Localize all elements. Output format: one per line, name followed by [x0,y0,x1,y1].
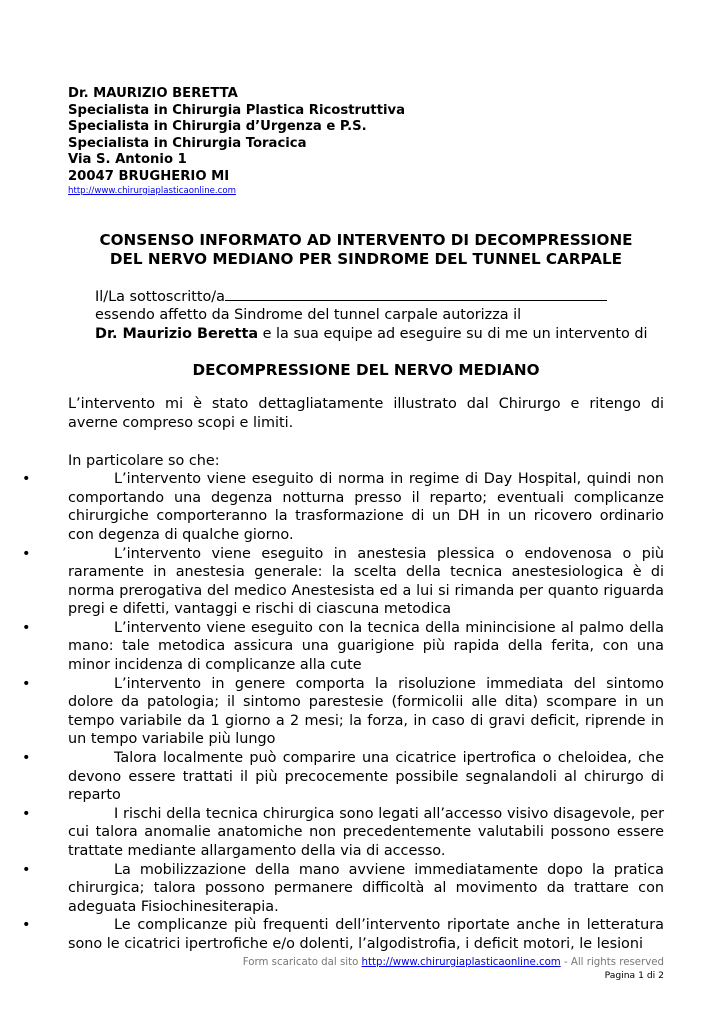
list-item [22,805,664,861]
authorized-doctor: Dr. Maurizio Beretta [95,325,259,342]
specialty-2: Specialista in Chirurgia d’Urgenza e P.S. [68,119,367,135]
condition-statement: essendo affetto da Sindrome del tunnel carpale autorizza il [95,307,522,324]
list-item [22,675,664,749]
letterhead [68,86,664,186]
bullet-icon: • [22,675,31,692]
list-item [22,749,664,805]
document-title [68,231,664,270]
city-address: 20047 BRUGHERIO MI [68,168,230,184]
list-item [22,861,664,917]
authorization-text: e la sua equipe ad eseguire su di me un intervento di [258,325,648,342]
list-intro: In particolare so che: [68,452,220,469]
list-item-text: L’intervento viene eseguito di norma in regime di Day Hospital, quindi non comportando una degenza notturna presso il reparto; eventuali complicanze chirurgiche comporteranno la trasformazione di un DH in un ricovero ordinario con degenza di qualche giorno. [68,471,664,543]
footer-prefix: Form scaricato dal sito [242,957,362,968]
footer-suffix: - All rights reserved [560,957,664,968]
website-link[interactable]: http://www.chirurgiaplasticaonline.com [68,185,237,196]
document-page [22,86,664,954]
information-list [22,470,664,953]
specialty-1: Specialista in Chirurgia Plastica Ricostruttiva [68,102,406,118]
bullet-icon: • [22,805,31,822]
list-item [22,470,664,544]
bullet-icon: • [22,545,31,562]
intro-paragraph: L’intervento mi è stato dettagliatamente illustrato dal Chirurgo e ritengo di averne compreso scopi e limiti. [68,396,664,431]
list-item-text: Talora localmente può comparire una cicatrice ipertrofica o cheloidea, che devono essere trattati il più precocemente possibile segnalandoli al chirurgo di reparto [68,750,664,804]
footer-link[interactable]: http://www.chirurgiaplasticaonline.com [361,957,561,968]
signature-block [95,285,664,344]
procedure-title: DECOMPRESSIONE DEL NERVO MEDIANO [192,361,540,380]
signatory-name-line[interactable] [225,285,607,301]
list-item-text: I rischi della tecnica chirurgica sono legati all’accesso visivo disagevole, per cui talora anomalie anatomiche non precedentemente valutabili possono essere trattate mediante allargamento della via di accesso. [68,805,664,859]
bullet-icon: • [22,861,31,878]
list-item [22,916,664,953]
doctor-name: Dr. MAURIZIO BERETTA [68,86,238,101]
title-line-1: CONSENSO INFORMATO AD INTERVENTO DI DECOMPRESSIONE [99,230,633,249]
bullet-icon: • [22,619,31,636]
page-number: Pagina 1 di 2 [604,969,664,981]
page-footer [243,957,664,982]
bullet-icon: • [22,750,31,767]
list-item [22,619,664,675]
list-item-text: Le complicanze più frequenti dell’intervento riportate anche in letteratura sono le cicatrici ipertrofiche e/o dolenti, l’algodistrofia, i deficit motori, le lesioni [68,917,664,952]
list-item-text: La mobilizzazione della mano avviene immediatamente dopo la pratica chirurgica; talora possono permanere difficoltà al movimento da trattare con adeguata Fisiochinesiterapia. [68,861,664,915]
bullet-icon: • [22,917,31,934]
list-item-text: L’intervento viene eseguito in anestesia plessica o endovenosa o più raramente in anestesia generale: la scelta della tecnica anestesiologica è di norma prerogativa del medico Anestesista ed a lui si rimanda per quanto riguarda pregi e difetti, vantaggi e rischi di ciascuna metodica [68,545,664,618]
title-line-2: DEL NERVO MEDIANO PER SINDROME DEL TUNNEL CARPALE [109,250,623,269]
list-item-text: L’intervento viene eseguito con la tecnica della minincisione al palmo della mano: tale metodica assicura una guarigione più rapida della ferita, con una minor incidenza di complicanze alla cute [68,619,664,674]
list-item [22,545,664,619]
signatory-label: Il/La sottoscritto/a [95,288,225,305]
street-address: Via S. Antonio 1 [68,152,187,168]
bullet-icon: • [22,471,31,488]
list-item-text: L’intervento in genere comporta la risoluzione immediata del sintomo dolore da patologia; il sintomo parestesie (formicolii alle dita) scompare in un tempo variabile da 1 giorno a 2 mesi; la forza, in caso di gravi deficit, riprende in un tempo variabile più lungo [68,675,664,748]
specialty-3: Specialista in Chirurgia Toracica [68,135,307,151]
